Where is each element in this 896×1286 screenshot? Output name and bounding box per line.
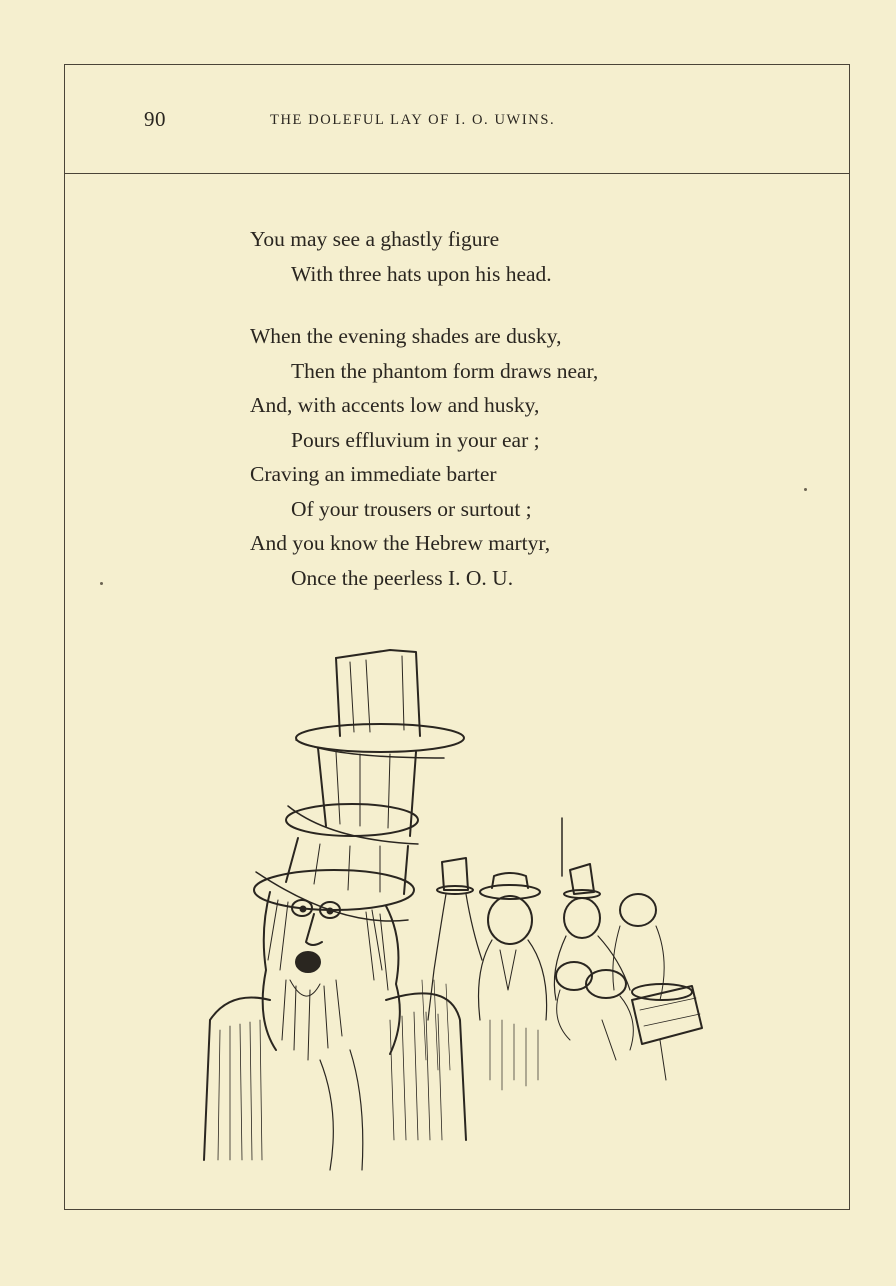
stanza-break xyxy=(250,291,598,319)
verse-line: When the evening shades are dusky, xyxy=(250,324,562,348)
verse-line: Pours effluvium in your ear ; xyxy=(291,427,540,452)
poem-verse xyxy=(250,222,598,595)
page-number: 90 xyxy=(144,107,166,131)
header-rule xyxy=(64,173,850,174)
verse-line: Craving an immediate barter xyxy=(250,462,497,486)
running-head: THE DOLEFUL LAY OF I. O. UWINS. xyxy=(270,112,556,128)
verse-line: With three hats upon his head. xyxy=(291,261,552,286)
paper-speck xyxy=(804,488,807,491)
verse-line: You may see a ghastly figure xyxy=(250,227,500,251)
verse-line: Of your trousers or surtout ; xyxy=(291,496,532,521)
verse-line: And you know the Hebrew martyr, xyxy=(250,531,551,555)
paper-speck xyxy=(100,582,103,585)
verse-line: Once the peerless I. O. U. xyxy=(291,565,514,590)
verse-line: Then the phantom form draws near, xyxy=(291,358,599,383)
engraving-man-with-three-hats-icon xyxy=(190,640,720,1180)
verse-line: And, with accents low and husky, xyxy=(250,393,540,417)
